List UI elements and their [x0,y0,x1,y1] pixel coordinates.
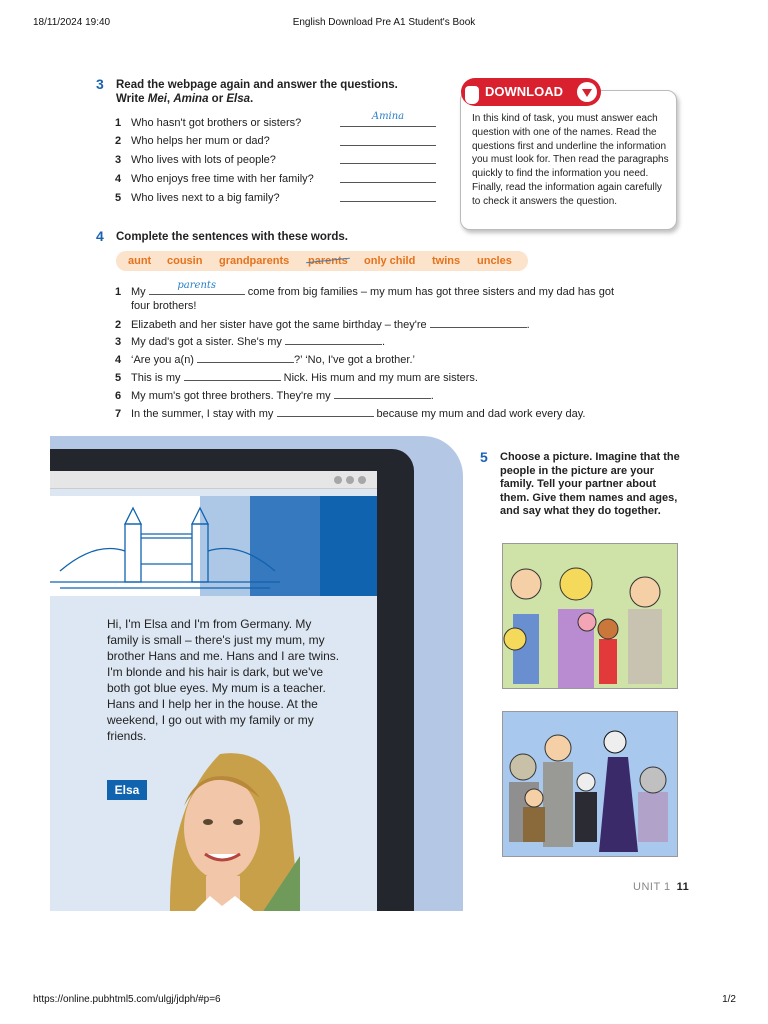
print-page-count: 1/2 [722,994,736,1005]
elsa-paragraph: Hi, I'm Elsa and I'm from Germany. My family is small – there's just my mum, my brother Hans and me. Hans and I are twins. I'm blonde and his hair is dark, but we've both got blue eyes. My mum is a teacher. Hans and I help her in the house. At the weekend, I go out with my family or my friends. [107,617,340,743]
unit-label: UNIT 1 [633,881,671,893]
word-chip: aunt [128,255,152,267]
sentence-row: 4 ‘Are you a(n) ?’ ‘No, I've got a brother.’ [115,354,415,366]
exercise-5-instructions: Choose a picture. Imagine that the people in the picture are your family. Tell your partner about them. Give them names and ages, and say what they do together. [500,451,680,517]
name-amina: Amina [173,93,209,105]
exercise-5-number: 5 [480,449,488,465]
print-date: 18/11/2024 19:40 [33,17,111,28]
browser-bar [50,471,377,489]
name-elsa: Elsa [226,93,251,105]
tower-bridge-icon [50,496,377,596]
word-chip: grandparents [219,255,290,267]
download-label: DOWNLOAD [461,78,601,106]
sentence-row: 7 In the summer, I stay with my because my mum and dad work every day. [115,408,586,420]
answer-field[interactable] [340,150,436,164]
handwritten-answer: parents [177,280,217,291]
word-chip: cousin [167,255,203,267]
sentence-blank[interactable] [285,334,382,345]
download-arrow-icon [577,82,597,102]
question-row: 3 Who lives with lots of people? [115,154,276,166]
exercise-3-number: 3 [96,76,104,92]
sentence-row: 6 My mum's got three brothers. They're my . [115,390,434,402]
sentence-blank[interactable] [184,370,281,381]
sentence-row: 2 Elizabeth and her sister have got the same birthday – they're . [115,319,530,331]
sentence-blank[interactable] [149,280,245,295]
name-mei: Mei [147,93,167,105]
word-chip: twins [432,255,461,267]
family-picture-1[interactable] [502,543,678,689]
window-dot-icon [358,476,366,484]
download-tip-text: In this kind of task, you must answer each question with one of the names. Read the questions first and underline the information you must look for. Then read the paragraphs quickly to find the information you need. Finally, read the information again carefully to check it answers the question. [472,113,669,207]
hand-icon [465,86,479,104]
word-chip: uncles [477,255,512,267]
exercise-3-title-line1: Read the webpage again and answer the questions. [116,79,398,91]
exercise-4-title: Complete the sentences with these words. [116,231,348,243]
tower-bridge-banner [50,496,377,596]
page-number: 11 [676,881,690,893]
exercise-3-title [116,78,398,106]
answer-field[interactable] [340,113,436,127]
sentence-blank[interactable] [430,317,527,328]
print-doc-title: English Download Pre A1 Student's Book [292,17,476,28]
handwritten-answer: Amina [371,111,405,122]
sentence-row: 5 This is my Nick. His mum and my mum are sisters. [115,372,478,384]
sentence-blank[interactable] [197,352,294,363]
window-dot-icon [334,476,342,484]
print-url: https://online.pubhtml5.com/ulgj/jdph/#p=6 [33,994,221,1005]
question-row: 4 Who enjoys free time with her family? [115,173,314,185]
webpage-screen [50,471,377,911]
question-row: 5 Who lives next to a big family? [115,192,280,204]
answer-field[interactable] [340,132,436,146]
sentence-blank[interactable] [334,388,431,399]
word-chip: only child [364,255,416,267]
exercise-3-title-line2: Write Mei, Amina or Elsa. [116,93,254,105]
sentence-continuation: four brothers! [131,300,197,312]
question-row: 1 Who hasn't got brothers or sisters? [115,117,302,129]
sentence-row: 1 My parents come from big families – my mum has got three sisters and my dad has got [115,280,614,298]
page-footer [633,881,689,893]
family-illustration [503,544,678,689]
word-chip-crossed: parents [308,251,348,271]
family-picture-2[interactable] [502,711,678,857]
sentence-blank[interactable] [277,406,374,417]
sentence-row: 3 My dad's got a sister. She's my . [115,336,386,348]
question-row: 2 Who helps her mum or dad? [115,135,270,147]
family-illustration [503,712,678,857]
answer-field[interactable] [340,169,436,183]
word-box [116,251,528,271]
answer-field[interactable] [340,188,436,202]
elsa-name-tag: Elsa [107,780,147,800]
elsa-photo [150,746,300,911]
exercise-4-number: 4 [96,228,104,244]
window-dot-icon [346,476,354,484]
